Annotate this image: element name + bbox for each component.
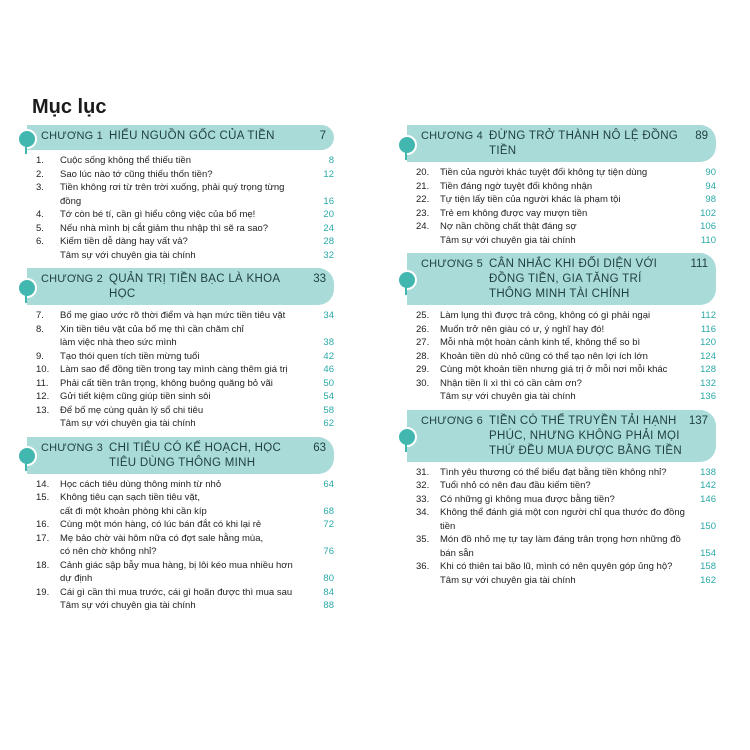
entry-number	[36, 417, 60, 431]
chapter-header	[407, 253, 716, 305]
entry-page-number: 64	[323, 478, 334, 490]
chapter-page-number: 63	[313, 441, 326, 454]
entry-page-number: 106	[700, 221, 716, 232]
entry-number: 2.	[36, 168, 44, 180]
entry-number	[416, 234, 440, 248]
entry-page-number: 90	[705, 167, 716, 178]
toc-entry	[36, 478, 334, 492]
toc-entry	[36, 586, 334, 600]
entry-number: 32.	[416, 480, 430, 491]
entry-title: có nên chờ không nhỉ?	[60, 546, 157, 557]
entry-title: Xin tiền tiêu vặt của bố mẹ thì cần chăm chỉ	[60, 323, 244, 335]
entry-number: 15.	[36, 492, 50, 503]
entry-page-number: 84	[323, 586, 334, 598]
entry-number	[36, 545, 60, 559]
entry-page-number: 128	[700, 364, 716, 375]
toc-column-left	[18, 125, 334, 619]
toc-entry	[36, 249, 334, 263]
entry-page-number: 20	[323, 209, 334, 220]
entry-number: 18.	[36, 559, 50, 571]
entry-page-number: 68	[323, 505, 334, 517]
entry-page-number: 142	[700, 480, 716, 491]
entry-title: Món đồ nhỏ mẹ tự tay làm đáng trân trọng hơn những đồ bán sẵn	[440, 534, 681, 559]
toc-entry	[416, 506, 716, 533]
entry-number: 30.	[416, 377, 430, 389]
entry-title: Tự tiện lấy tiền của người khác là phạm tội	[440, 194, 621, 205]
chapter-item-list	[398, 166, 716, 247]
toc-entry	[36, 168, 334, 182]
chapter-header	[27, 437, 334, 474]
entry-number: 34.	[416, 507, 430, 518]
toc-entry	[416, 180, 716, 194]
toc-entry	[36, 363, 334, 377]
entry-number: 25.	[416, 310, 430, 321]
pin-icon	[397, 427, 417, 447]
entry-title: Học cách tiêu dùng thông minh từ nhỏ	[60, 478, 222, 490]
entry-title: Cùng một món hàng, có lúc bán đắt có khi lại rẻ	[60, 519, 262, 530]
toc-entry	[36, 505, 334, 519]
entry-number	[36, 249, 60, 263]
entry-page-number: 16	[323, 195, 334, 207]
entry-page-number: 110	[700, 234, 716, 246]
entry-title: Cảnh giác sập bẫy mua hàng, bị lôi kéo mua nhiều hơn dự định	[60, 559, 293, 584]
pin-icon	[397, 270, 417, 290]
entry-number: 36.	[416, 561, 430, 572]
toc-entry	[416, 533, 716, 560]
entry-page-number: 24	[323, 222, 334, 234]
entry-title: Khoản tiền dù nhỏ cũng có thể tạo nên lợi ích lớn	[440, 350, 648, 362]
entry-number: 20.	[416, 167, 430, 178]
entry-title: Tiền không rơi từ trên trời xuống, phải quý trọng từng đồng	[60, 182, 285, 207]
chapter-label: CHƯƠNG 5	[421, 258, 483, 270]
toc-entry	[36, 491, 334, 505]
entry-page-number: 88	[323, 600, 334, 611]
entry-page-number: 162	[700, 574, 716, 586]
entry-page-number: 154	[700, 547, 716, 559]
toc-entry	[36, 545, 334, 559]
toc-entry	[416, 166, 716, 180]
entry-title: Nếu nhà mình bị cắt giảm thu nhập thì sẽ ra sao?	[60, 222, 269, 234]
toc-entry	[416, 466, 716, 480]
entry-number: 21.	[416, 180, 430, 192]
toc-entry	[416, 574, 716, 588]
entry-title: Mỗi nhà một hoàn cảnh kinh tế, không thể so bì	[440, 337, 641, 348]
chapter-page-number: 111	[690, 258, 708, 270]
entry-page-number: 120	[700, 337, 716, 348]
pin-icon	[397, 135, 417, 155]
toc-entry	[416, 493, 716, 507]
entry-title: Tâm sự với chuyên gia tài chính	[440, 234, 576, 246]
entry-number: 13.	[36, 404, 50, 416]
chapter-label: CHƯƠNG 3	[41, 441, 103, 454]
chapter-label: CHƯƠNG 1	[41, 130, 103, 142]
entry-title: Tâm sự với chuyên gia tài chính	[60, 249, 196, 261]
entry-number: 8.	[36, 323, 44, 335]
entry-title: Tiền của người khác tuyệt đối không tự tiện dùng	[440, 167, 648, 178]
toc-entry	[416, 336, 716, 350]
toc-entry	[36, 323, 334, 337]
entry-number: 23.	[416, 207, 430, 219]
chapter-title: CÂN NHẮC KHI ĐỐI DIỆN VỚI ĐỒNG TIỀN, GIA TĂNG TRÍ THÔNG MINH TÀI CHÍNH	[489, 258, 658, 300]
chapter-header	[407, 410, 716, 462]
chapter-title: TIỀN CÓ THỂ TRUYỀN TẢI HẠNH PHÚC, NHƯNG KHÔNG PHẢI MỌI THỨ ĐỀU MUA ĐƯỢC BẰNG TIỀN	[489, 414, 682, 457]
entry-page-number: 72	[323, 519, 334, 530]
chapter-header	[407, 125, 716, 162]
entry-title: Tâm sự với chuyên gia tài chính	[440, 391, 576, 402]
entry-title: Muốn trở nên giàu có ư, ý nghĩ hay đó!	[440, 323, 605, 335]
entry-page-number: 34	[323, 310, 334, 321]
chapter-section	[18, 268, 334, 431]
toc-entry	[416, 193, 716, 207]
entry-title: Bố mẹ giao ước rõ thời điểm và hạn mức tiền tiêu vặt	[60, 310, 286, 321]
chapter-title: HIỂU NGUỒN GỐC CỦA TIỀN	[109, 130, 275, 142]
toc-entry	[416, 390, 716, 404]
chapter-title: QUẢN TRỊ TIỀN BẠC LÀ KHOA HỌC	[109, 273, 280, 300]
toc-entry	[36, 181, 334, 208]
toc-entry	[36, 559, 334, 586]
chapter-title: ĐỪNG TRỞ THÀNH NÔ LỆ ĐỒNG TIỀN	[489, 130, 679, 157]
toc-entry	[416, 207, 716, 221]
entry-number: 31.	[416, 466, 430, 478]
chapter-title: CHI TIÊU CÓ KẾ HOẠCH, HỌC TIÊU DÙNG THÔNG MINH	[109, 441, 282, 469]
entry-number: 10.	[36, 364, 50, 375]
entry-title: Tâm sự với chuyên gia tài chính	[60, 418, 196, 429]
entry-number: 16.	[36, 519, 50, 530]
entry-number: 35.	[416, 534, 430, 545]
entry-title: Mẹ bảo chờ vài hôm nữa có đợt sale hằng mùa,	[60, 532, 264, 544]
toc-entry	[36, 417, 334, 431]
chapter-section	[398, 410, 716, 588]
entry-number: 5.	[36, 222, 44, 234]
entry-title: Không tiêu cạn sạch tiền tiêu vặt,	[60, 492, 200, 503]
entry-title: làm việc nhà theo sức mình	[60, 337, 177, 348]
entry-number: 4.	[36, 209, 44, 220]
toc-entry	[36, 336, 334, 350]
toc-column-right	[398, 125, 716, 593]
toc-entry	[36, 599, 334, 613]
chapter-item-list	[398, 466, 716, 588]
entry-page-number: 76	[323, 546, 334, 557]
entry-page-number: 50	[323, 377, 334, 389]
entry-page-number: 58	[323, 404, 334, 416]
entry-number	[416, 390, 440, 404]
entry-page-number: 136	[700, 391, 716, 402]
toc-entry	[416, 350, 716, 364]
toc-entry	[36, 309, 334, 323]
entry-page-number: 124	[700, 350, 716, 362]
toc-entry	[416, 479, 716, 493]
entry-title: Cái gì cần thì mua trước, cái gì hoãn được thì mua sau	[60, 586, 293, 598]
toc-entry	[36, 532, 334, 546]
entry-page-number: 132	[700, 377, 716, 389]
entry-number: 1.	[36, 155, 44, 166]
entry-number: 7.	[36, 310, 44, 321]
entry-number	[36, 505, 60, 519]
chapter-header	[27, 125, 334, 150]
toc-entry	[416, 234, 716, 248]
chapter-label: CHƯƠNG 4	[421, 130, 483, 142]
toc-entry	[416, 323, 716, 337]
entry-title: Tạo thói quen tích tiền mừng tuổi	[60, 350, 200, 362]
entry-number: 6.	[36, 236, 44, 247]
page-title: Mục lục	[32, 96, 107, 118]
entry-number: 26.	[416, 323, 430, 335]
entry-title: cất đi một khoản phòng khi cần kíp	[60, 505, 207, 517]
entry-number: 12.	[36, 391, 50, 402]
chapter-item-list	[18, 309, 334, 431]
entry-number	[36, 336, 60, 350]
entry-title: Làm lụng thì được trả công, không có gì phải ngại	[440, 310, 651, 321]
entry-page-number: 80	[323, 573, 334, 584]
chapter-section	[398, 125, 716, 247]
chapter-label: CHƯƠNG 6	[421, 414, 483, 427]
toc-entry	[416, 220, 716, 234]
entry-number: 29.	[416, 364, 430, 375]
toc-entry	[36, 235, 334, 249]
entry-title: Khi có thiên tai bão lũ, mình có nên quyên góp ủng hộ?	[440, 561, 673, 572]
entry-title: Không thể đánh giá một con người chỉ qua thước đo đồng tiền	[440, 507, 685, 532]
entry-title: Nhận tiền lì xì thì có cần cảm ơn?	[440, 377, 582, 389]
entry-page-number: 116	[700, 323, 716, 335]
toc-entry	[36, 222, 334, 236]
entry-title: Tuổi nhỏ có nên đau đầu kiếm tiền?	[440, 480, 591, 491]
entry-number: 11.	[36, 377, 49, 389]
entry-number	[36, 599, 60, 613]
entry-title: Cùng một khoản tiền nhưng giá trị ở mỗi nơi mỗi khác	[440, 364, 668, 375]
entry-number: 3.	[36, 182, 44, 193]
entry-title: Kiếm tiền dễ dàng hay vất vả?	[60, 236, 188, 247]
entry-title: Trẻ em không được vay mượn tiền	[440, 207, 588, 219]
entry-page-number: 12	[323, 168, 334, 180]
entry-page-number: 94	[705, 180, 716, 192]
pin-icon	[17, 446, 37, 466]
entry-page-number: 138	[700, 466, 716, 478]
entry-title: Phải cất tiền trân trọng, không buông quăng bỏ vãi	[60, 377, 273, 389]
pin-icon	[17, 129, 37, 149]
chapter-section	[398, 253, 716, 404]
chapter-page-number: 7	[319, 130, 326, 142]
entry-title: Nợ nần chồng chất thật đáng sợ	[440, 221, 577, 232]
entry-page-number: 112	[700, 310, 716, 321]
entry-number: 28.	[416, 350, 430, 362]
entry-page-number: 98	[705, 194, 716, 205]
toc-entry	[416, 363, 716, 377]
chapter-item-list	[398, 309, 716, 404]
entry-number: 27.	[416, 337, 430, 348]
entry-page-number: 54	[323, 391, 334, 402]
toc-entry	[416, 377, 716, 391]
chapter-page-number: 89	[695, 130, 708, 142]
entry-page-number: 102	[700, 207, 716, 219]
chapter-item-list	[18, 154, 334, 262]
entry-title: Sao lúc nào tớ cũng thiếu thốn tiền?	[60, 168, 213, 180]
chapter-item-list	[18, 478, 334, 613]
entry-number: 24.	[416, 221, 430, 232]
toc-entry	[36, 390, 334, 404]
toc-entry	[416, 560, 716, 574]
entry-number: 17.	[36, 532, 50, 544]
chapter-section	[18, 125, 334, 262]
toc-entry	[36, 377, 334, 391]
pin-icon	[17, 278, 37, 298]
entry-title: Gửi tiết kiệm cũng giúp tiền sinh sôi	[60, 391, 211, 402]
entry-title: Để bố mẹ cùng quản lý sổ chi tiêu	[60, 404, 204, 416]
entry-title: Tâm sự với chuyên gia tài chính	[60, 600, 196, 611]
chapter-page-number: 137	[688, 414, 708, 427]
entry-page-number: 150	[700, 520, 716, 532]
entry-title: Tớ còn bé tí, cần gì hiểu công việc của bố mẹ!	[60, 209, 256, 220]
chapter-section	[18, 437, 334, 613]
entry-title: Tiền đáng ngờ tuyệt đối không nhận	[440, 180, 593, 192]
chapter-page-number: 33	[313, 273, 326, 285]
entry-title: Cuộc sống không thể thiếu tiền	[60, 155, 191, 166]
entry-page-number: 38	[323, 337, 334, 348]
entry-page-number: 8	[328, 155, 334, 166]
entry-page-number: 62	[323, 418, 334, 429]
chapter-label: CHƯƠNG 2	[41, 273, 103, 285]
toc-entry	[36, 518, 334, 532]
entry-page-number: 46	[323, 364, 334, 375]
entry-page-number: 32	[323, 249, 334, 261]
chapter-header	[27, 268, 334, 305]
entry-title: Làm sao để đồng tiền trong tay mình càng thêm giá trị	[60, 364, 288, 375]
entry-page-number: 42	[323, 350, 334, 362]
entry-page-number: 158	[700, 561, 716, 572]
toc-entry	[36, 208, 334, 222]
entry-number: 33.	[416, 493, 430, 505]
entry-title: Tâm sự với chuyên gia tài chính	[440, 574, 576, 586]
entry-page-number: 28	[323, 236, 334, 247]
entry-number	[416, 574, 440, 588]
entry-number: 19.	[36, 586, 50, 598]
entry-title: Tình yêu thương có thể biểu đạt bằng tiền không nhỉ?	[440, 466, 667, 478]
entry-number: 22.	[416, 194, 430, 205]
entry-title: Có những gì không mua được bằng tiền?	[440, 493, 615, 505]
toc-entry	[36, 154, 334, 168]
toc-entry	[36, 350, 334, 364]
entry-page-number: 146	[700, 493, 716, 505]
toc-entry	[36, 404, 334, 418]
toc-entry	[416, 309, 716, 323]
entry-number: 14.	[36, 478, 50, 490]
entry-number: 9.	[36, 350, 44, 362]
